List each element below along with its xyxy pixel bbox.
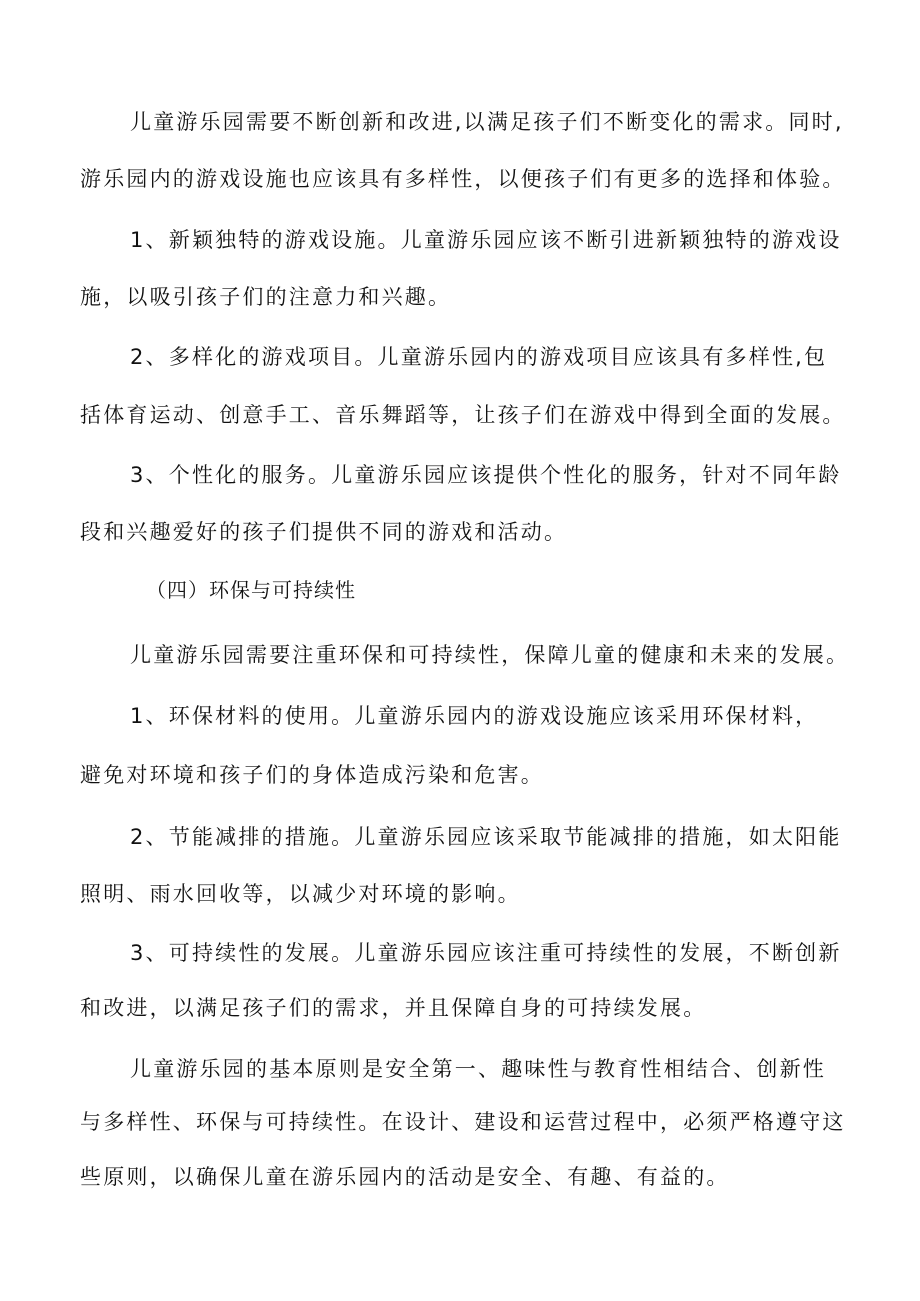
paragraph-10-line-1: 儿童游乐园的基本原则是安全第一、趣味性与教育性相结合、创新性 xyxy=(130,1057,826,1081)
paragraph-1-line-2: 游乐园内的游戏设施也应该具有多样性，以便孩子们有更多的选择和体验。 xyxy=(80,167,846,191)
paragraph-9-line-1: 3、可持续性的发展。儿童游乐园应该注重可持续性的发展，不断创新 xyxy=(130,941,842,965)
paragraph-10-line-3: 些原则，以确保儿童在游乐园内的活动是安全、有趣、有益的。 xyxy=(80,1165,730,1189)
paragraph-7-line-2: 避免对环境和孩子们的身体造成污染和危害。 xyxy=(80,763,544,787)
paragraph-3-line-1: 2、多样化的游戏项目。儿童游乐园内的游戏项目应该具有多样性,包 xyxy=(130,345,828,369)
paragraph-3-line-2: 括体育运动、创意手工、音乐舞蹈等，让孩子们在游戏中得到全面的发展。 xyxy=(80,403,846,427)
paragraph-8-line-1: 2、节能减排的措施。儿童游乐园应该采取节能减排的措施，如太阳能 xyxy=(130,825,842,849)
paragraph-2-line-1: 1、新颖独特的游戏设施。儿童游乐园应该不断引进新颖独特的游戏设 xyxy=(130,228,842,252)
paragraph-9-line-2: 和改进，以满足孩子们的需求，并且保障自身的可持续发展。 xyxy=(80,996,707,1020)
paragraph-7-line-1: 1、环保材料的使用。儿童游乐园内的游戏设施应该采用环保材料， xyxy=(130,704,819,728)
paragraph-10-line-2: 与多样性、环保与可持续性。在设计、建设和运营过程中，必须严格遵守这 xyxy=(80,1110,846,1134)
paragraph-1-line-1: 儿童游乐园需要不断创新和改进,以满足孩子们不断变化的需求。同时, xyxy=(130,110,844,134)
paragraph-4-line-2: 段和兴趣爱好的孩子们提供不同的游戏和活动。 xyxy=(80,520,568,544)
paragraph-8-line-2: 照明、雨水回收等，以减少对环境的影响。 xyxy=(80,882,521,906)
paragraph-4-line-1: 3、个性化的服务。儿童游乐园应该提供个性化的服务，针对不同年龄 xyxy=(130,463,842,487)
paragraph-6-line-1: 儿童游乐园需要注重环保和可持续性，保障儿童的健康和未来的发展。 xyxy=(130,643,850,667)
section-heading: （四）环保与可持续性 xyxy=(146,578,356,602)
paragraph-2-line-2: 施，以吸引孩子们的注意力和兴趣。 xyxy=(80,285,452,309)
